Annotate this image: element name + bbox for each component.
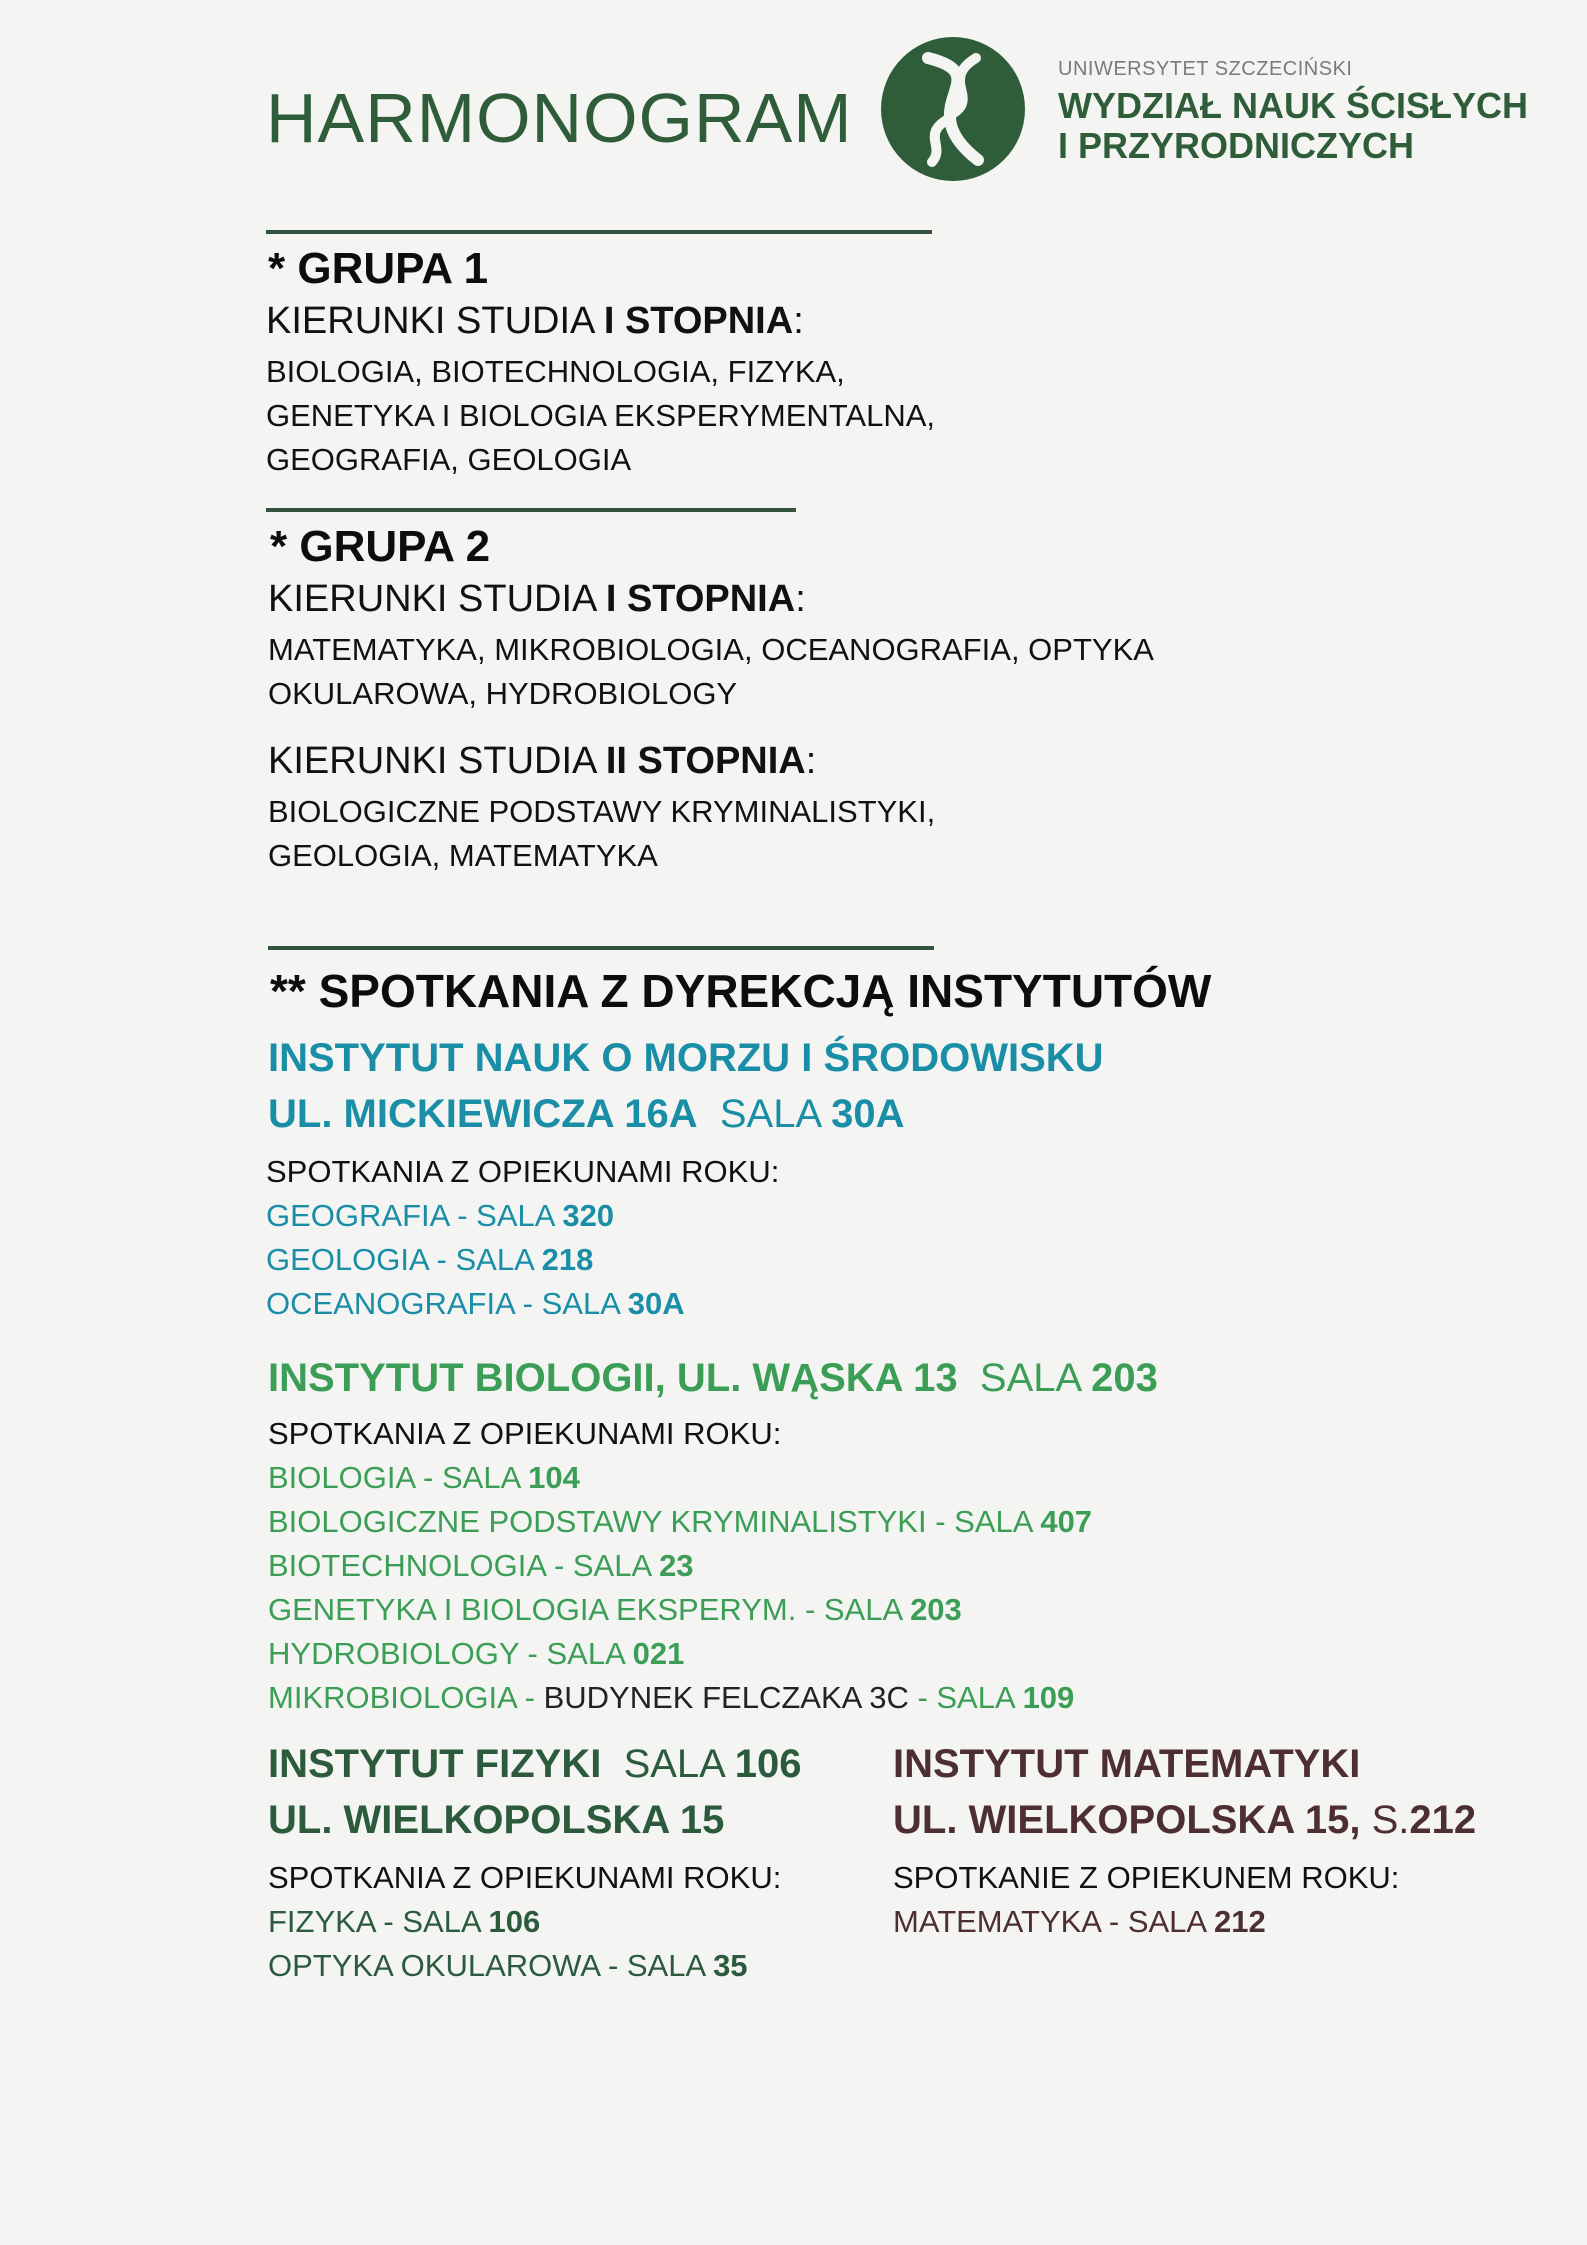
list-item: [268, 1900, 781, 1944]
mat-address: UL. WIELKOPOLSKA 15,: [893, 1798, 1361, 1842]
list-item: OKULAROWA, HYDROBIOLOGY: [268, 676, 738, 711]
list-item: [268, 1944, 781, 1988]
logo-faculty-line2: I PRZYRODNICZYCH: [1058, 125, 1415, 166]
fiz-header: [268, 1736, 802, 1848]
group2-kierunki-2: [268, 740, 816, 783]
mat-sala-prefix: S.: [1360, 1798, 1410, 1842]
item-room: 35: [713, 1948, 748, 1983]
mat-sub: SPOTKANIE Z OPIEKUNEM ROKU:: [893, 1860, 1400, 1895]
divider: [266, 508, 796, 512]
item-label: GEOLOGIA - SALA: [266, 1242, 542, 1277]
list-item: [268, 1456, 1092, 1500]
fiz-meetings: [268, 1856, 781, 1988]
item-room: 407: [1040, 1504, 1093, 1539]
divider: [266, 230, 932, 234]
item-label: BIOLOGICZNE PODSTAWY KRYMINALISTYKI - SALA: [268, 1504, 1041, 1539]
list-item: BIOLOGICZNE PODSTAWY KRYMINALISTYKI,: [268, 794, 936, 829]
fiz-sala-label: SALA: [623, 1742, 735, 1786]
logo-faculty-line1: WYDZIAŁ NAUK ŚCISŁYCH: [1058, 85, 1528, 126]
list-item: BIOLOGIA, BIOTECHNOLOGIA, FIZYKA,: [266, 354, 845, 389]
kier-suffix: :: [793, 300, 804, 342]
kier-prefix: KIERUNKI STUDIA: [268, 578, 606, 620]
meetings-title: ** SPOTKANIA Z DYREKCJĄ INSTYTUTÓW: [270, 965, 1212, 1017]
kier-prefix: KIERUNKI STUDIA: [268, 740, 606, 782]
mat-name: INSTYTUT MATEMATYKI: [893, 1742, 1361, 1786]
item-room: 109: [1022, 1680, 1075, 1715]
group1-kierunki: [266, 300, 804, 343]
item-label: BIOLOGIA - SALA: [268, 1460, 529, 1495]
logo-faculty: [1058, 86, 1528, 166]
list-item: GENETYKA I BIOLOGIA EKSPERYMENTALNA,: [266, 398, 936, 433]
item-label: HYDROBIOLOGY - SALA: [268, 1636, 633, 1671]
group1-list: [266, 350, 935, 482]
list-item: GEOGRAFIA, GEOLOGIA: [266, 442, 632, 477]
bio-sala-no: 203: [1091, 1356, 1158, 1400]
inmis-address: UL. MICKIEWICZA 16A: [268, 1092, 698, 1136]
inmis-address-line: [268, 1086, 1104, 1142]
item-room: 23: [659, 1548, 694, 1583]
item-label: BIOTECHNOLOGIA - SALA: [268, 1548, 660, 1583]
bio-name: INSTYTUT BIOLOGII, UL. WĄSKA 13: [268, 1356, 958, 1400]
item-room: 021: [632, 1636, 685, 1671]
item-label: GEOGRAFIA - SALA: [266, 1198, 563, 1233]
kier-suffix: :: [795, 578, 806, 620]
kier-level: I STOPNIA: [605, 578, 796, 620]
list-item: GEOLOGIA, MATEMATYKA: [268, 838, 658, 873]
logo-university: UNIWERSYTET SZCZECIŃSKI: [1058, 58, 1353, 80]
item-room: 212: [1214, 1904, 1266, 1939]
fiz-name: INSTYTUT FIZYKI: [268, 1742, 602, 1786]
item-building: BUDYNEK FELCZAKA 3C: [543, 1680, 909, 1715]
item-room: 320: [562, 1198, 615, 1233]
item-room: 203: [910, 1592, 962, 1627]
inmis-sub: SPOTKANIA Z OPIEKUNAMI ROKU:: [266, 1154, 780, 1189]
list-item: [268, 1500, 1092, 1544]
mat-sala-no: 212: [1409, 1798, 1477, 1842]
faculty-logo-icon: [880, 36, 1026, 182]
divider: [268, 946, 934, 950]
list-item: [266, 1238, 779, 1282]
list-item: [266, 1194, 779, 1238]
item-room: 104: [528, 1460, 580, 1495]
fiz-sala-no: 106: [734, 1742, 802, 1786]
inmis-sala-no: 30A: [831, 1092, 905, 1136]
inmis-sala-label: SALA: [719, 1092, 832, 1136]
list-item: [266, 1282, 779, 1326]
item-label: MATEMATYKA - SALA: [893, 1904, 1214, 1939]
item-label: FIZYKA - SALA: [268, 1904, 489, 1939]
kier-suffix: :: [805, 740, 817, 782]
group2-list-1: [268, 628, 1154, 716]
bio-header: [268, 1350, 1158, 1406]
mat-address-line: [893, 1792, 1476, 1848]
bio-meetings: [268, 1412, 1092, 1720]
list-item: MATEMATYKA, MIKROBIOLOGIA, OCEANOGRAFIA, OPTYKA: [268, 632, 1154, 667]
item-label: OPTYKA OKULAROWA - SALA: [268, 1948, 714, 1983]
bio-sala-label: SALA: [979, 1356, 1092, 1400]
item-room: 106: [488, 1904, 541, 1939]
page-title: HARMONOGRAM: [266, 79, 853, 157]
list-item: [893, 1900, 1399, 1944]
kier-level: I STOPNIA: [603, 300, 794, 342]
list-item: [268, 1588, 1092, 1632]
item-room: 218: [541, 1242, 594, 1277]
bio-sub: SPOTKANIA Z OPIEKUNAMI ROKU:: [268, 1416, 782, 1451]
inmis-meetings: [266, 1150, 779, 1326]
mat-header: [893, 1736, 1476, 1848]
item-label: MIKROBIOLOGIA -: [268, 1680, 544, 1715]
list-item: [268, 1676, 1092, 1720]
item-label: OCEANOGRAFIA - SALA: [266, 1286, 628, 1321]
inmis-header: [268, 1030, 1104, 1142]
group2-list-2: [268, 790, 935, 878]
inmis-name: INSTYTUT NAUK O MORZU I ŚRODOWISKU: [268, 1036, 1104, 1080]
list-item: [268, 1544, 1092, 1588]
kier-prefix: KIERUNKI STUDIA: [266, 300, 604, 342]
fiz-sub: SPOTKANIA Z OPIEKUNAMI ROKU:: [268, 1860, 782, 1895]
item-label: GENETYKA I BIOLOGIA EKSPERYM. - SALA: [268, 1592, 911, 1627]
group2-kierunki-1: [268, 578, 806, 621]
item-room: 30A: [627, 1286, 685, 1321]
kier-level: II STOPNIA: [605, 740, 806, 782]
group2-title: * GRUPA 2: [270, 522, 491, 571]
mat-meetings: [893, 1856, 1399, 1944]
fiz-address: UL. WIELKOPOLSKA 15: [268, 1798, 725, 1842]
group1-title: * GRUPA 1: [268, 244, 489, 293]
item-label: - SALA: [908, 1680, 1023, 1715]
list-item: [268, 1632, 1092, 1676]
fiz-name-line: [268, 1736, 802, 1792]
